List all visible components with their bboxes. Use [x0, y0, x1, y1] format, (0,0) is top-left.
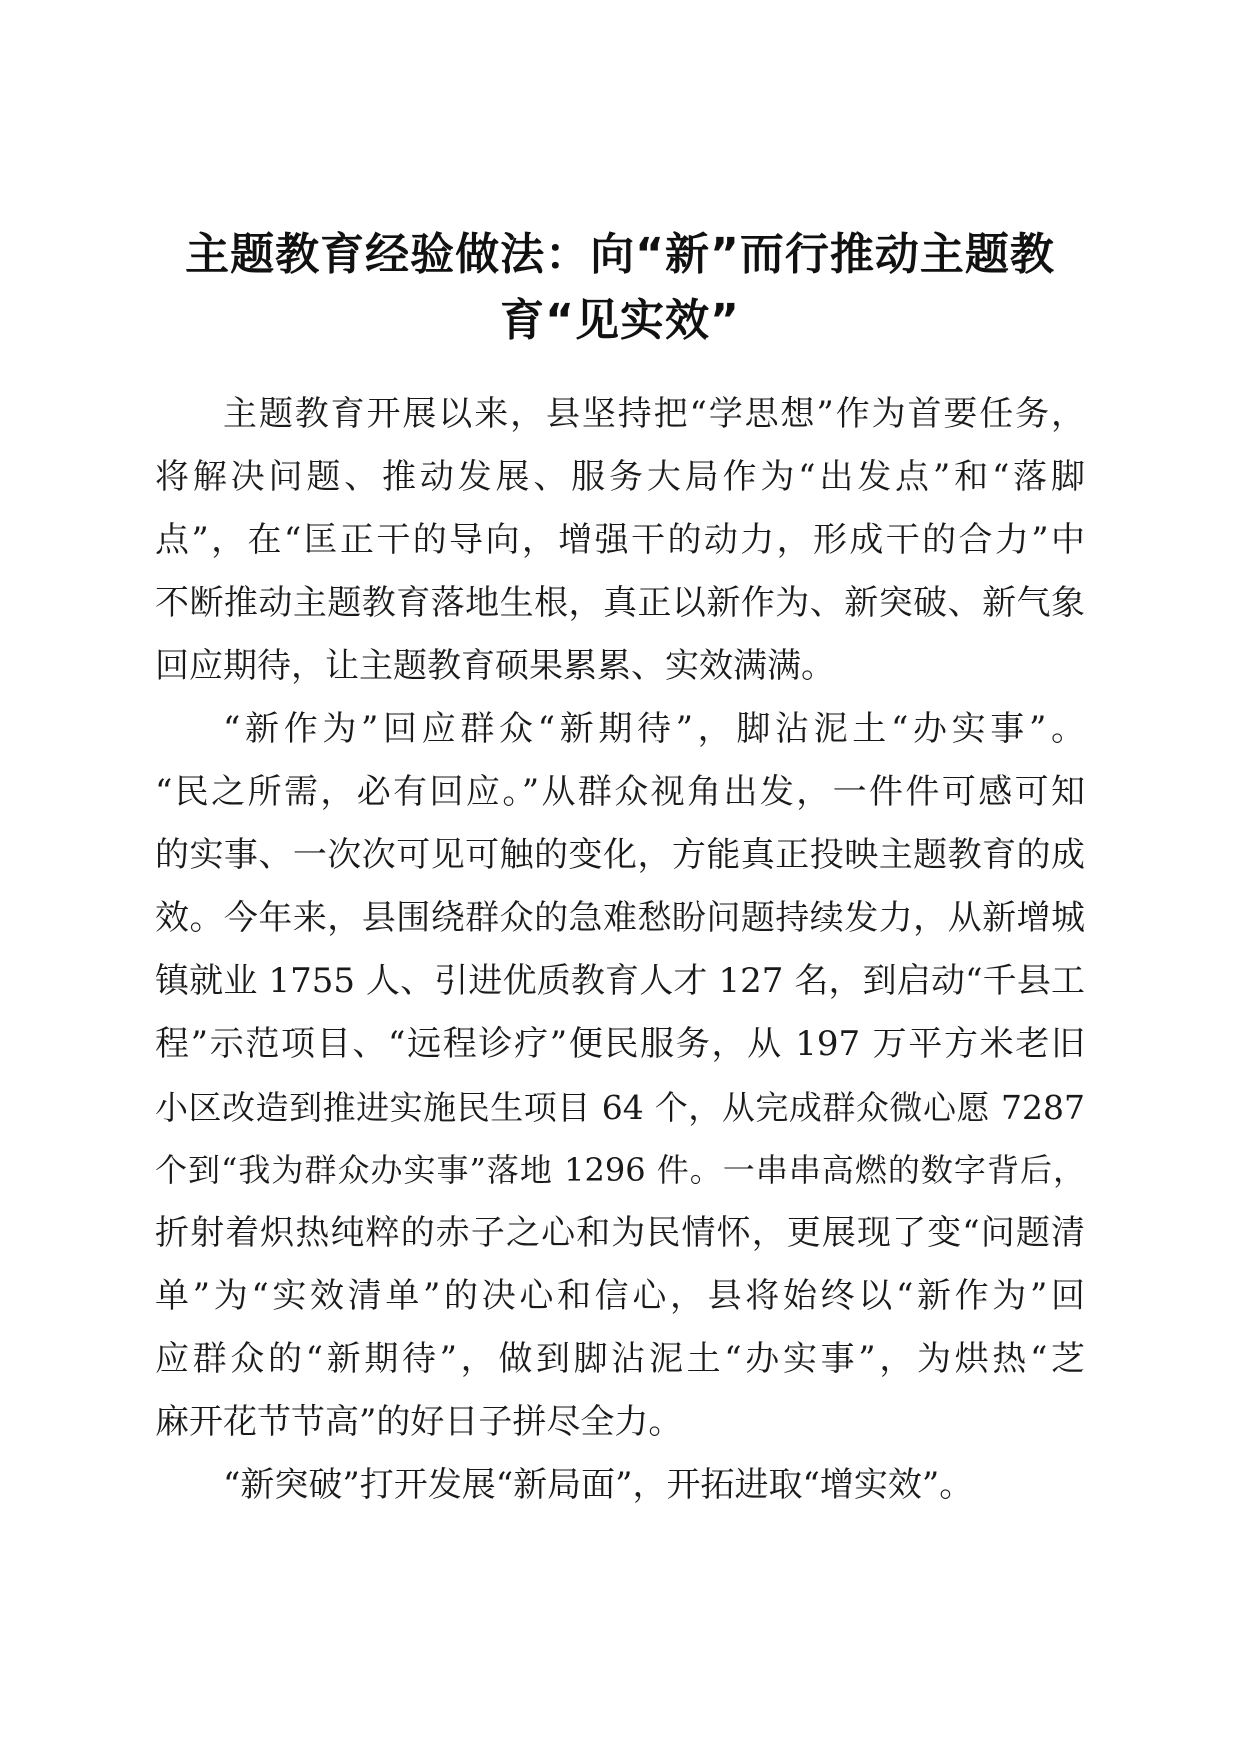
paragraph-2-line-6: 程”示范项目、“远程诊疗”便民服务，从 197 万平方米老旧	[155, 1024, 1085, 1064]
paragraph-2-line-2: “民之所需，必有回应。”从群众视角出发，一件件可感可知	[155, 772, 1085, 812]
document-body	[155, 383, 1085, 1517]
paragraph-1-line-3: 点”，在“匡正干的导向，增强干的动力，形成干的合力”中	[155, 520, 1085, 560]
paragraph-2-line-8: 个到“我为群众办实事”落地 1296 件。一串串高燃的数字背后，	[155, 1151, 1085, 1189]
paragraph-2-line-3: 的实事、一次次可见可触的变化，方能真正投映主题教育的成	[155, 835, 1085, 875]
paragraph-1-line-2: 将解决问题、推动发展、服务大局作为“出发点”和“落脚	[155, 457, 1085, 497]
paragraph-1-line-1: 主题教育开展以来，县坚持把“学思想”作为首要任务，	[223, 394, 1085, 434]
title-line-2: 育“见实效”	[500, 295, 740, 346]
paragraph-2-line-5: 镇就业 1755 人、引进优质教育人才 127 名，到启动“千县工	[155, 961, 1085, 1001]
paragraph-2-line-10: 单”为“实效清单”的决心和信心，县将始终以“新作为”回	[155, 1276, 1085, 1316]
paragraph-2-line-4: 效。今年来，县围绕群众的急难愁盼问题持续发力，从新增城	[155, 898, 1085, 938]
paragraph-2-line-9: 折射着炽热纯粹的赤子之心和为民情怀，更展现了变“问题清	[155, 1213, 1085, 1253]
paragraph-1-line-5: 回应期待，让主题教育硕果累累、实效满满。	[155, 646, 835, 686]
paragraph-2-line-1: “新作为”回应群众“新期待”，脚沾泥土“办实事”。	[223, 709, 1085, 749]
paragraph-2-line-11: 应群众的“新期待”，做到脚沾泥土“办实事”，为烘热“芝	[155, 1339, 1085, 1379]
paragraph-1-line-4: 不断推动主题教育落地生根，真正以新作为、新突破、新气象	[155, 583, 1085, 623]
title-line-1: 主题教育经验做法：向“新”而行推动主题教	[185, 229, 1055, 280]
paragraph-2-line-12: 麻开花节节高”的好日子拼尽全力。	[155, 1402, 683, 1442]
document-title	[150, 222, 1090, 354]
paragraph-2-line-7: 小区改造到推进实施民生项目 64 个，从完成群众微心愿 7287	[155, 1088, 1085, 1127]
paragraph-3-line-1: “新突破”打开发展“新局面”，开拓进取“增实效”。	[223, 1465, 974, 1505]
